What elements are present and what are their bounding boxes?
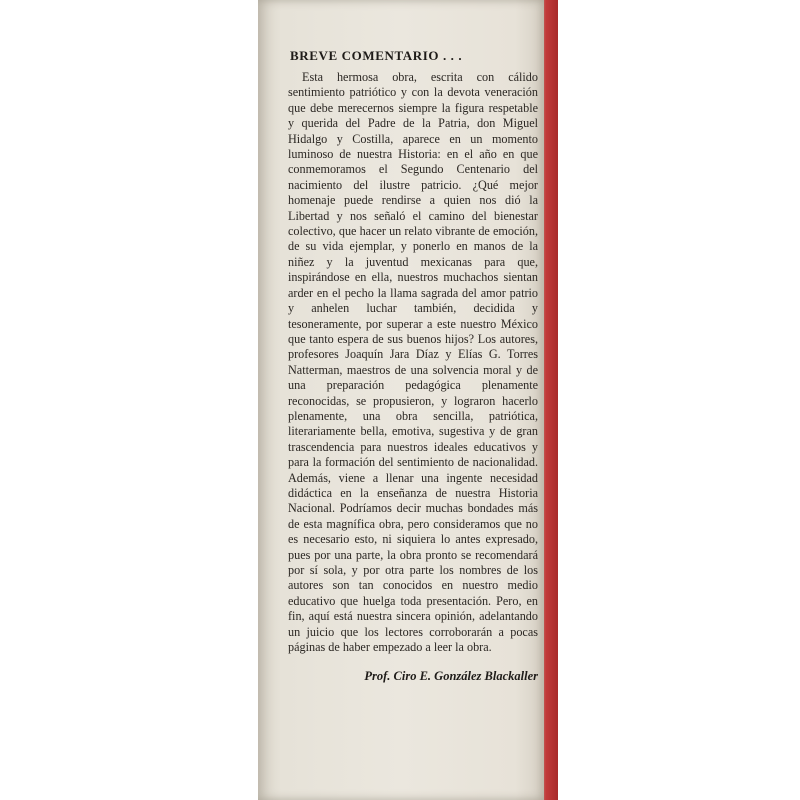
commentary-paragraph: Esta hermosa obra, escrita con cálido sentimiento patriótico y con la devota veneración que debe merecernos siempre la figura respetable y querida del Padre de la Patria, don Miguel Hidalgo y Costilla, aparece en un momento luminoso de nuestra Historia: en el año en que conmemoramos el Segundo Centenario del nacimiento del ilustre patricio. ¿Qué mejor homenaje puede rendirse a quien nos dió la Libertad y nos señaló el camino del bienestar colectivo, que hacer un relato vibrante de emoción, de su vida ejemplar, y ponerlo en manos de la niñez y la juventud mexicanas para que, inspirándose en ella, nuestros muchachos sientan arder en el pecho la llama sagrada del amor patrio y anhelen luchar también, decidida y tesoneramente, por superar a este nuestro México que tanto espera de sus buenos hijos? Los autores, profesores Joaquín Jara Díaz y Elías G. Torres Natterman, maestros de una solvencia moral y de una preparación pedagógica plenamente reconocidas, se propusieron, y lograron hacerlo plenamente, una obra sencilla, patriótica, literariamente bella, emotiva, sugestiva y de gran trascendencia para nuestros ideales educativos y para la formación del sentimiento de nacionalidad. Además, viene a llenar una ingente necesidad didáctica en la enseñanza de nuestra Historia Nacional. Podríamos decir muchas bondades más de esta magnífica obra, pero consideramos que no es necesario esto, ni siquiera lo antes expresado, pues por una parte, la obra pronto se recomendará por sí sola, y por otra parte los nombres de los autores son tan conocidos en nuestro medio educativo que huelga toda presentación. Pero, en fin, aquí está nuestra sincera opinión, adelantando un juicio que los lectores corroborarán a pocas páginas de haber empezado a leer la obra. [288,70,538,655]
page-content [288,48,538,684]
author-signature: Prof. Ciro E. González Blackaller [364,669,538,684]
page-heading: BREVE COMENTARIO . . . [290,48,463,63]
